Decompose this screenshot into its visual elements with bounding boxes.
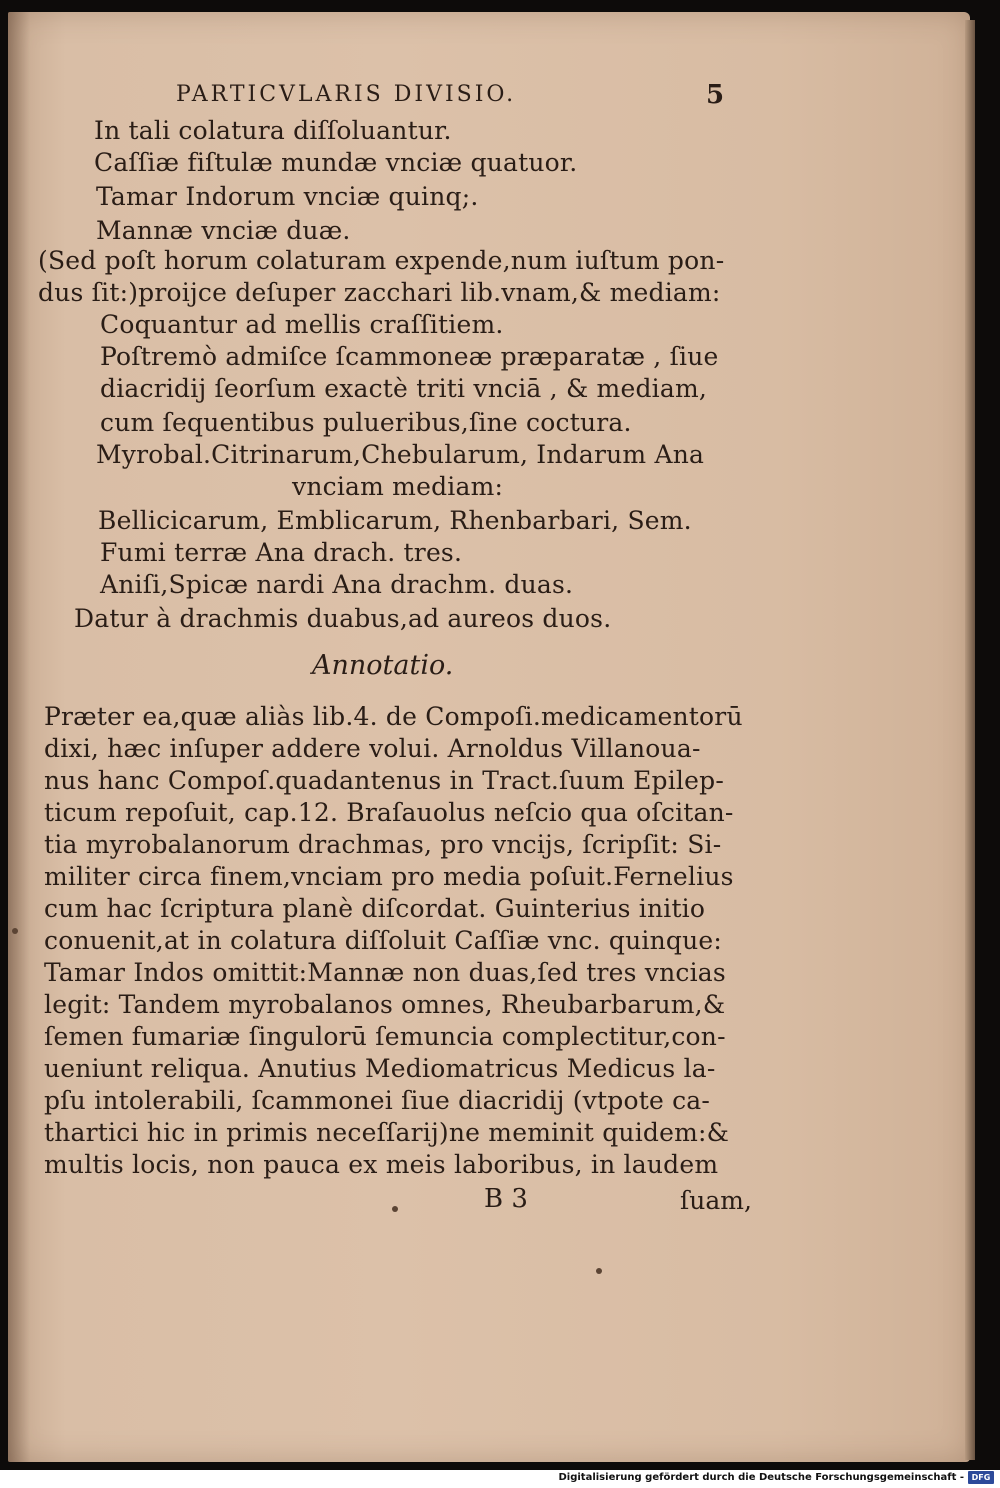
paper-speck (12, 928, 18, 934)
annotation-line: Præter ea,quæ aliàs lib.4. de Compoſi.medicamentorū (44, 702, 743, 731)
recipe-line: Mannæ vnciæ duæ. (96, 216, 351, 245)
paper-speck (392, 1206, 398, 1212)
recipe-line: Datur à drachmis duabus,ad aureos duos. (74, 604, 612, 633)
dfg-logo: DFG (968, 1471, 994, 1484)
recipe-line: Poſtremò admiſce ſcammoneæ præparatæ , ſiue (100, 342, 719, 371)
annotation-line: legit: Tandem myrobalanos omnes, Rheubarbarum,& (44, 990, 726, 1019)
section-subheading: Annotatio. (312, 650, 454, 681)
page-edge (965, 20, 975, 1460)
recipe-line: Fumi terræ Ana drach. tres. (100, 538, 463, 567)
recipe-line: diacridij ſeorſum exactè triti vnciā , & mediam, (100, 374, 707, 403)
recipe-line: cum ſequentibus pulueribus,ſine coctura. (100, 408, 632, 437)
annotation-line: pſu intolerabili, ſcammonei ſiue diacridij (vtpote ca- (44, 1086, 711, 1115)
signature-mark: B 3 (484, 1184, 528, 1214)
running-title: PARTICVLARIS DIVISIO. (176, 82, 517, 107)
page-number: 5 (706, 80, 725, 110)
recipe-line: Coquantur ad mellis craſſitiem. (100, 310, 504, 339)
annotation-line: multis locis, non pauca ex meis laboribus, in laudem (44, 1150, 719, 1179)
annotation-line: ueniunt reliqua. Anutius Mediomatricus Medicus la- (44, 1054, 716, 1083)
annotation-line: cum hac ſcriptura planè diſcordat. Guinterius initio (44, 894, 706, 923)
page-gutter (8, 12, 30, 1462)
recipe-line: In tali colatura diſſoluantur. (94, 116, 452, 145)
annotation-line: conuenit,at in colatura diſſoluit Caſſiæ vnc. quinque: (44, 926, 723, 955)
recipe-line: Caſſiæ fiſtulæ mundæ vnciæ quatuor. (94, 148, 578, 177)
annotation-line: ſemen fumariæ ſingulorū ſemuncia complectitur,con- (44, 1022, 726, 1051)
recipe-line: Bellicicarum, Emblicarum, Rhenbarbari, Sem. (98, 506, 692, 535)
recipe-line: Myrobal.Citrinarum,Chebularum, Indarum Ana (96, 440, 705, 469)
annotation-line: thartici hic in primis neceſſarij)ne meminit quidem:& (44, 1118, 730, 1147)
catchword: ſuam, (680, 1186, 752, 1215)
annotation-line: ticum repoſuit, cap.12. Braſauolus neſcio qua oſcitan- (44, 798, 734, 827)
digitization-credit: Digitalisierung gefördert durch die Deutsche Forschungsgemeinschaft - (558, 1472, 964, 1483)
recipe-line: dus ſit:)proijce deſuper zacchari lib.vnam,& mediam: (38, 278, 721, 307)
recipe-line: (Sed poſt horum colaturam expende,num iuſtum pon- (38, 246, 725, 275)
recipe-line: Aniſi,Spicæ nardi Ana drachm. duas. (100, 570, 574, 599)
annotation-line: militer circa finem,vnciam pro media poſuit.Fernelius (44, 862, 734, 891)
annotation-line: nus hanc Compoſ.quadantenus in Tract.ſuum Epilep- (44, 766, 724, 795)
recipe-line: Tamar Indorum vnciæ quinq;. (96, 182, 479, 211)
recipe-line: vnciam mediam: (292, 472, 504, 501)
annotation-line: tia myrobalanorum drachmas, pro vncijs, ſcripſit: Si- (44, 830, 722, 859)
paper-speck (596, 1268, 602, 1274)
annotation-line: dixi, hæc inſuper addere volui. Arnoldus Villanoua- (44, 734, 701, 763)
annotation-line: Tamar Indos omittit:Mannæ non duas,ſed tres vncias (44, 958, 726, 987)
